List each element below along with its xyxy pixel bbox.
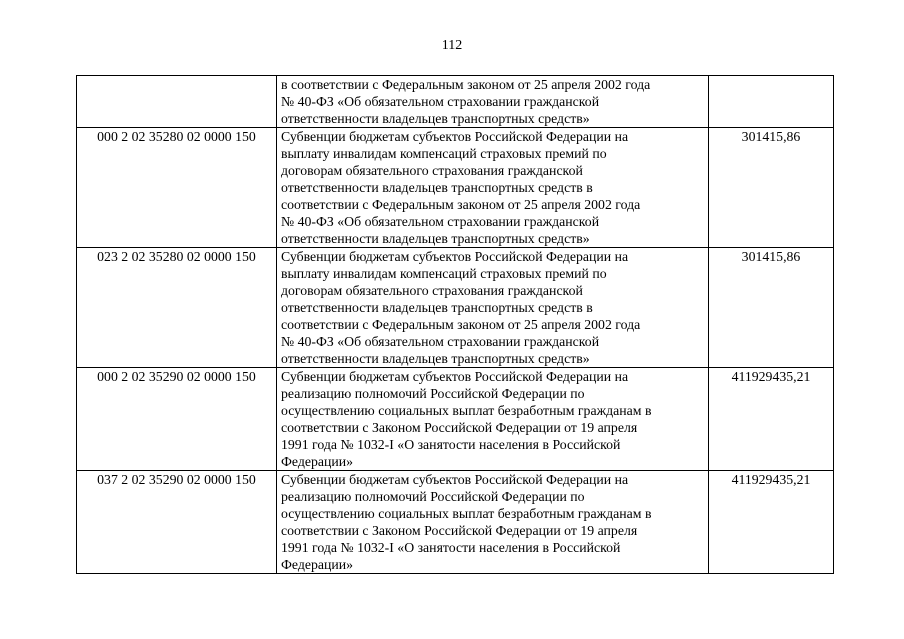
description-line: Субвенции бюджетам субъектов Российской Федерации на <box>281 249 629 264</box>
amount-cell: 411929435,21 <box>709 368 834 471</box>
description-line: Федерации» <box>281 454 354 469</box>
description-line: выплату инвалидам компенсаций страховых премий по <box>281 266 607 281</box>
description-line: ответственности владельцев транспортных средств» <box>281 351 590 366</box>
table-row <box>77 471 834 574</box>
description-line: договорам обязательного страхования гражданской <box>281 283 583 298</box>
amount-cell: 301415,86 <box>709 128 834 248</box>
description-line: 1991 года № 1032-I «О занятости населения в Российской <box>281 437 621 452</box>
description-line: Субвенции бюджетам субъектов Российской Федерации на <box>281 369 629 384</box>
budget-code-cell: 000 2 02 35280 02 0000 150 <box>77 128 277 248</box>
description-line: Федерации» <box>281 557 354 572</box>
description-line: соответствии с Законом Российской Федерации от 19 апреля <box>281 523 638 538</box>
description-line: соответствии с Федеральным законом от 25 апреля 2002 года <box>281 197 641 212</box>
table-row <box>77 248 834 368</box>
description-cell <box>277 128 709 248</box>
description-line: соответствии с Федеральным законом от 25 апреля 2002 года <box>281 317 641 332</box>
budget-code-cell: 037 2 02 35290 02 0000 150 <box>77 471 277 574</box>
budget-table <box>76 75 834 574</box>
table-row <box>77 76 834 128</box>
description-line: осуществлению социальных выплат безработным гражданам в <box>281 403 652 418</box>
description-line: № 40-ФЗ «Об обязательном страховании гражданской <box>281 214 600 229</box>
budget-table-body <box>77 76 834 574</box>
description-line: ответственности владельцев транспортных средств в <box>281 300 593 315</box>
description-line: ответственности владельцев транспортных средств» <box>281 231 590 246</box>
description-line: Субвенции бюджетам субъектов Российской Федерации на <box>281 472 629 487</box>
description-line: ответственности владельцев транспортных средств» <box>281 111 590 126</box>
amount-cell <box>709 76 834 128</box>
description-line: в соответствии с Федеральным законом от 25 апреля 2002 года <box>281 77 651 92</box>
description-line: 1991 года № 1032-I «О занятости населения в Российской <box>281 540 621 555</box>
budget-code-cell: 000 2 02 35290 02 0000 150 <box>77 368 277 471</box>
table-row <box>77 128 834 248</box>
page-number: 112 <box>441 38 463 53</box>
budget-code-cell: 023 2 02 35280 02 0000 150 <box>77 248 277 368</box>
amount-cell: 301415,86 <box>709 248 834 368</box>
amount-cell: 411929435,21 <box>709 471 834 574</box>
description-cell <box>277 76 709 128</box>
description-line: ответственности владельцев транспортных средств в <box>281 180 593 195</box>
description-line: соответствии с Законом Российской Федерации от 19 апреля <box>281 420 638 435</box>
description-line: № 40-ФЗ «Об обязательном страховании гражданской <box>281 334 600 349</box>
description-line: договорам обязательного страхования гражданской <box>281 163 583 178</box>
description-cell <box>277 471 709 574</box>
description-line: № 40-ФЗ «Об обязательном страховании гражданской <box>281 94 600 109</box>
table-row <box>77 368 834 471</box>
budget-code-cell <box>77 76 277 128</box>
description-cell <box>277 368 709 471</box>
description-line: реализацию полномочий Российской Федерации по <box>281 489 585 504</box>
description-line: осуществлению социальных выплат безработным гражданам в <box>281 506 652 521</box>
description-line: выплату инвалидам компенсаций страховых премий по <box>281 146 607 161</box>
description-line: реализацию полномочий Российской Федерации по <box>281 386 585 401</box>
description-cell <box>277 248 709 368</box>
description-line: Субвенции бюджетам субъектов Российской Федерации на <box>281 129 629 144</box>
